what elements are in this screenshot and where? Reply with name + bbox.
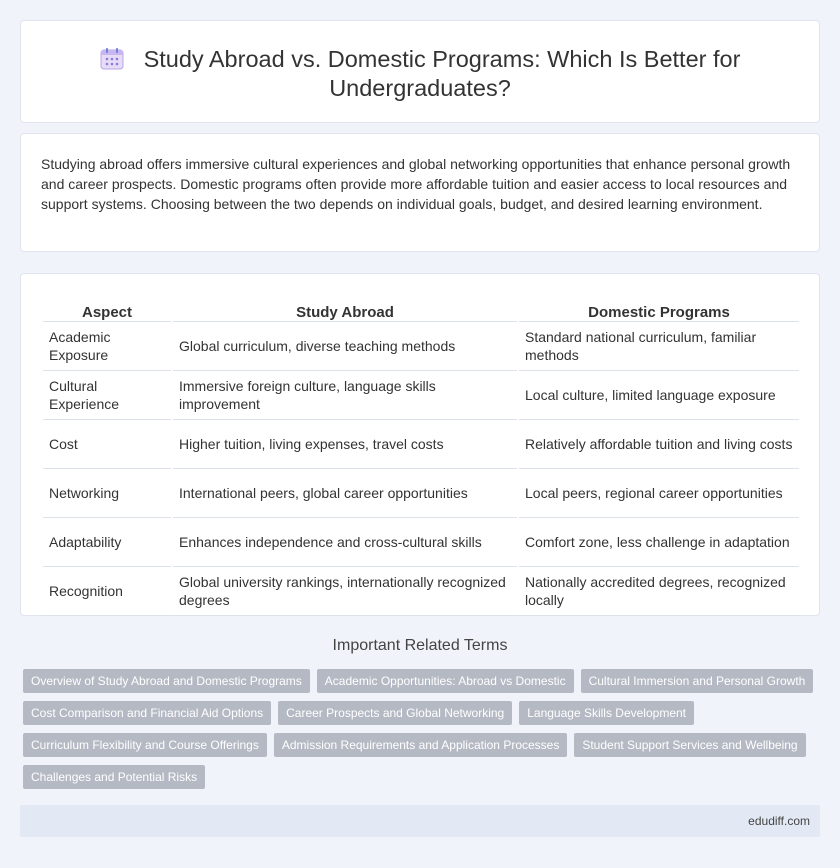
title-card	[20, 20, 820, 123]
table-cell-domestic: Local culture, limited language exposure	[519, 371, 799, 420]
table-cell-abroad: International peers, global career opportunities	[173, 469, 517, 518]
related-term-tag[interactable]: Cultural Immersion and Personal Growth	[581, 669, 814, 693]
header-study-abroad: Study Abroad	[173, 294, 517, 322]
table-cell-aspect: Cultural Experience	[43, 371, 171, 420]
intro-card	[20, 133, 820, 252]
related-terms-heading: Important Related Terms	[332, 637, 508, 654]
table-cell-aspect: Cost	[43, 420, 171, 469]
table-cell-abroad: Enhances independence and cross-cultural skills	[173, 518, 517, 567]
page-title-text: Study Abroad vs. Domestic Programs: Which Is Better for Undergraduates?	[143, 46, 741, 101]
footer-bar	[20, 805, 820, 837]
comparison-table	[41, 294, 801, 616]
table-cell-domestic: Relatively affordable tuition and living costs	[519, 420, 799, 469]
related-term-tag[interactable]: Language Skills Development	[519, 701, 694, 725]
table-row	[43, 420, 799, 469]
related-term-tag[interactable]: Student Support Services and Wellbeing	[574, 733, 805, 757]
table-cell-abroad: Higher tuition, living expenses, travel costs	[173, 420, 517, 469]
table-cell-domestic: Standard national curriculum, familiar methods	[519, 322, 799, 371]
related-term-tag[interactable]: Challenges and Potential Risks	[23, 765, 205, 789]
related-term-tag[interactable]: Cost Comparison and Financial Aid Options	[23, 701, 271, 725]
intro-paragraph: Studying abroad offers immersive cultural experiences and global networking opportunities that enhance personal growth and career prospects. Domestic programs often provide more affordable tuition and easier access to local resources and support systems. Choosing between the two depends on individual goals, budget, and desired learning environment.	[41, 156, 791, 212]
table-row	[43, 567, 799, 616]
related-term-tag[interactable]: Overview of Study Abroad and Domestic Programs	[23, 669, 310, 693]
table-cell-domestic: Comfort zone, less challenge in adaptation	[519, 518, 799, 567]
table-cell-aspect: Adaptability	[43, 518, 171, 567]
table-cell-domestic: Nationally accredited degrees, recognized locally	[519, 567, 799, 616]
header-aspect: Aspect	[43, 294, 171, 322]
header-domestic-programs: Domestic Programs	[519, 294, 799, 322]
table-cell-aspect: Recognition	[43, 567, 171, 616]
related-term-tag[interactable]: Curriculum Flexibility and Course Offerings	[23, 733, 267, 757]
calendar-icon	[100, 48, 124, 70]
table-cell-abroad: Immersive foreign culture, language skills improvement	[173, 371, 517, 420]
page-title	[21, 45, 819, 103]
table-cell-aspect: Networking	[43, 469, 171, 518]
related-term-tag[interactable]: Academic Opportunities: Abroad vs Domestic	[317, 669, 574, 693]
table-row	[43, 371, 799, 420]
footer-site-link[interactable]: edudiff.com	[748, 814, 810, 828]
comparison-card	[20, 273, 820, 616]
table-cell-aspect: Academic Exposure	[43, 322, 171, 371]
related-term-tag[interactable]: Career Prospects and Global Networking	[278, 701, 512, 725]
table-cell-abroad: Global university rankings, internationally recognized degrees	[173, 567, 517, 616]
related-term-tag[interactable]: Admission Requirements and Application Processes	[274, 733, 567, 757]
related-terms-list	[23, 669, 823, 789]
table-row	[43, 322, 799, 371]
table-cell-abroad: Global curriculum, diverse teaching methods	[173, 322, 517, 371]
table-row	[43, 469, 799, 518]
table-header-row	[43, 294, 799, 322]
table-row	[43, 518, 799, 567]
table-cell-domestic: Local peers, regional career opportunities	[519, 469, 799, 518]
